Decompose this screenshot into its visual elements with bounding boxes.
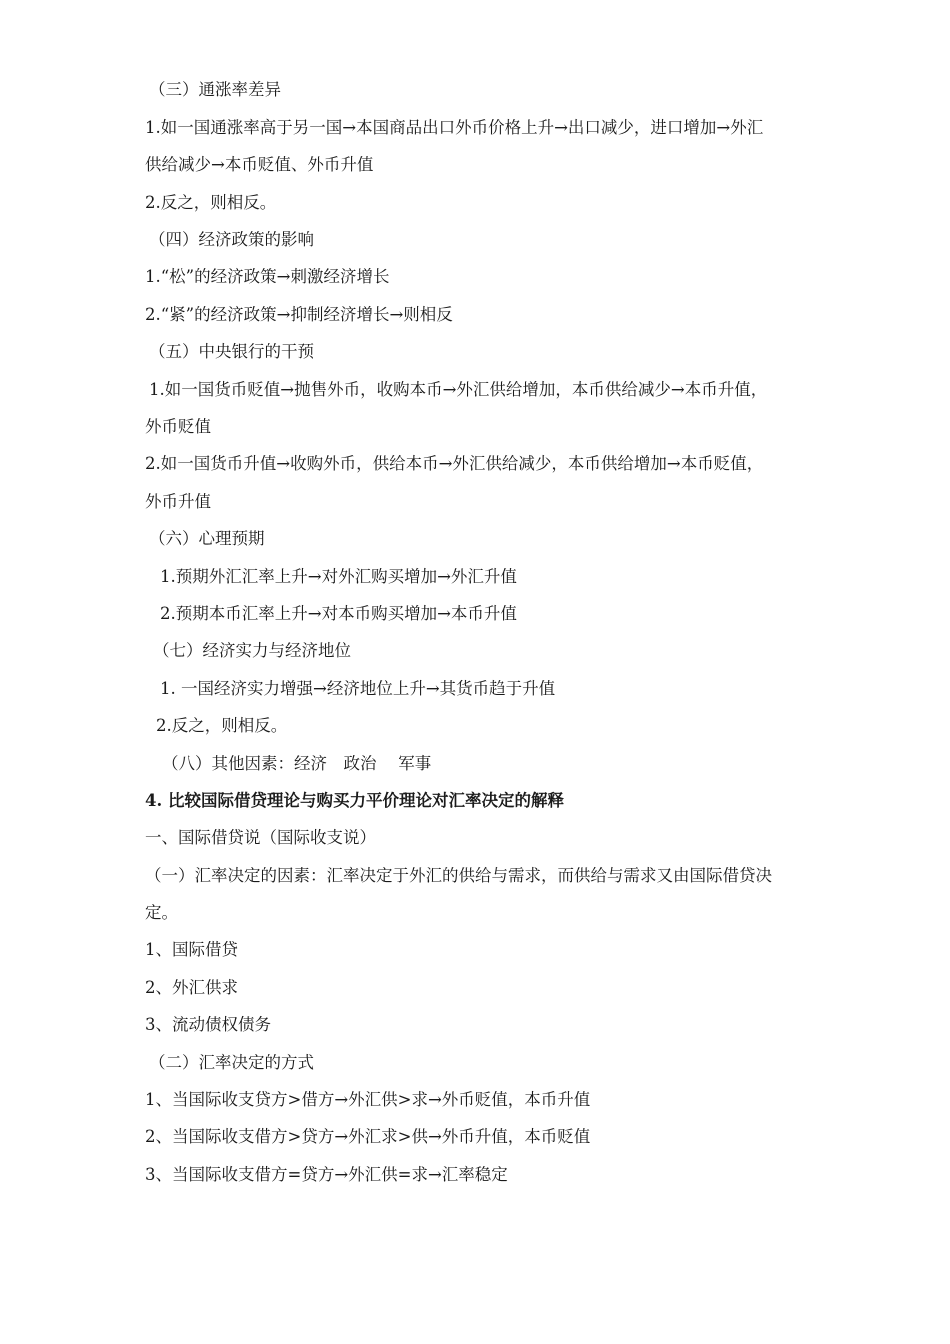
paragraph-line: 1.如一国货币贬值→抛售外币，收购本币→外汇供给增加，本币供给减少→本币升值，: [149, 380, 768, 399]
heading-other-factors: （八）其他因素：经济 政治 军事: [162, 754, 432, 773]
paragraph-line: （一）汇率决定的因素：汇率决定于外汇的供给与需求，而供给与需求又由国际借贷决: [145, 866, 772, 885]
paragraph-line: 1.如一国通涨率高于另一国→本国商品出口外币价格上升→出口减少，进口增加→外汇: [145, 118, 764, 137]
paragraph-line: 2.反之，则相反。: [145, 193, 277, 212]
paragraph-line: 定。: [145, 903, 178, 922]
list-item: 2、当国际收支借方>贷方→外汇求>供→外币升值，本币贬值: [145, 1127, 591, 1146]
heading-central-bank: （五）中央银行的干预: [149, 342, 314, 361]
heading-determination-method: （二）汇率决定的方式: [149, 1053, 314, 1072]
list-item: 3、当国际收支借方=贷方→外汇供=求→汇率稳定: [145, 1165, 508, 1184]
list-item: 1、国际借贷: [145, 940, 238, 959]
heading-inflation-difference: （三）通涨率差异: [149, 80, 281, 99]
heading-economic-policy: （四）经济政策的影响: [149, 230, 314, 249]
paragraph-line: 外币升值: [145, 492, 211, 511]
paragraph-line: 2.如一国货币升值→收购外币，供给本币→外汇供给减少，本币供给增加→本币贬值，: [145, 454, 764, 473]
list-item: 3、流动债权债务: [145, 1015, 271, 1034]
paragraph-line: 1.预期外汇汇率上升→对外汇购买增加→外汇升值: [160, 567, 517, 586]
paragraph-line: 供给减少→本币贬值、外币升值: [145, 155, 374, 174]
paragraph-line: 2.“紧”的经济政策→抑制经济增长→则相反: [145, 305, 453, 324]
paragraph-line: 2.反之，则相反。: [156, 716, 288, 735]
paragraph-line: 1. 一国经济实力增强→经济地位上升→其货币趋于升值: [160, 679, 556, 698]
paragraph-line: 2.预期本币汇率上升→对本币购买增加→本币升值: [160, 604, 517, 623]
list-item: 1、当国际收支贷方>借方→外汇供>求→外币贬值，本币升值: [145, 1090, 591, 1109]
heading-economic-strength: （七）经济实力与经济地位: [153, 641, 351, 660]
heading-expectations: （六）心理预期: [149, 529, 265, 548]
paragraph-line: 1.“松”的经济政策→刺激经济增长: [145, 267, 390, 286]
paragraph-line: 外币贬值: [145, 417, 211, 436]
section-heading: 一、国际借贷说（国际收支说）: [145, 828, 376, 847]
question-heading: 4. 比较国际借贷理论与购买力平价理论对汇率决定的解释: [145, 791, 564, 810]
list-item: 2、外汇供求: [145, 978, 238, 997]
